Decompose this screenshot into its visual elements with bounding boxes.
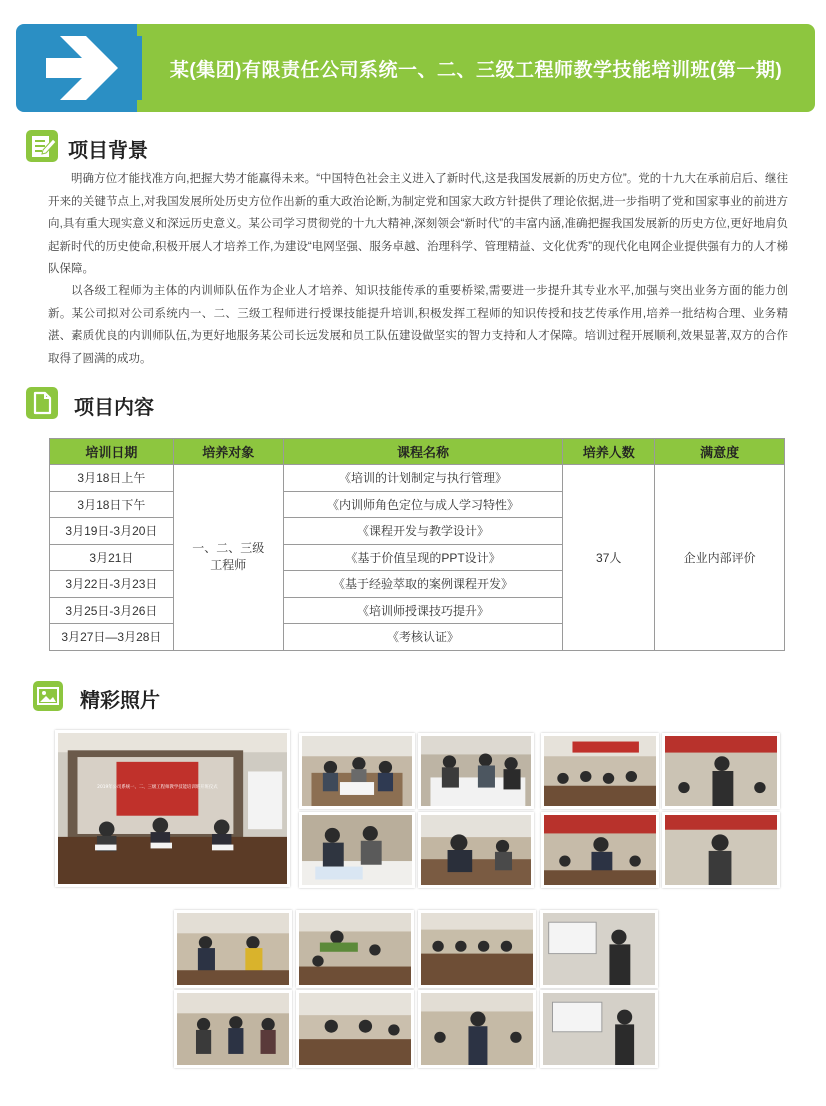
photo-group-exercise [296, 910, 414, 988]
course-cell: 《课程开发与教学设计》 [283, 518, 563, 545]
background-paragraph-1: 明确方位才能找准方向,把握大势才能赢得未来。“中国特色社会主义进入了新时代,这是我国发展新的历史方位”。党的十九大在承前启后、继往开来的关键节点上,对我国发展所处历史方位作出新的重大政治论断,为制定党和国家大政方针提供了理论依据,进一步指明了党和国家事业的前进方向,具有重大现实意义和深远历史意义。某公司学习贯彻党的十九大精神,深刻领会“新时代”的丰富内涵,准确把握我国发展新的历史方位,更好地肩负起新时代的历史使命,积极开展人才培养工作,为建设“电网坚强、服务卓越、治理科学、管理精益、文化优秀”的现代化电网企业提供强有力的人才梯队保障。 [48, 173, 788, 275]
date-cell: 3月18日上午 [50, 465, 174, 492]
photo-classroom-1 [541, 733, 659, 809]
photo-role-play [174, 910, 292, 988]
course-table [49, 438, 785, 651]
photo-table-discussion [418, 812, 534, 888]
section-title-photos: 精彩照片 [80, 688, 160, 712]
photo-group-discussion [299, 733, 415, 809]
course-cell: 《基于价值呈现的PPT设计》 [283, 544, 563, 571]
photo-lecture-hall [418, 910, 536, 988]
header-satisfaction: 满意度 [655, 439, 785, 465]
photo-speaker-2 [662, 812, 780, 888]
ceremony-banner-text: 2019年公司系统一、二、三级工程师教学技能培训班开班仪式 [97, 784, 218, 790]
photo-poster-work [299, 812, 415, 888]
photo-presenter-2 [540, 990, 658, 1068]
header-count: 培养人数 [563, 439, 655, 465]
course-cell: 《基于经验萃取的案例课程开发》 [283, 571, 563, 598]
section-title-background: 项目背景 [68, 138, 148, 162]
photo-classroom-3 [296, 990, 414, 1068]
photo-trainer-walk [418, 990, 536, 1068]
date-cell: 3月21日 [50, 544, 174, 571]
date-cell: 3月25日-3月26日 [50, 597, 174, 624]
photo-writing-session [418, 733, 534, 809]
edit-note-icon [26, 130, 58, 162]
document-icon [26, 387, 58, 419]
right-arrow-icon [46, 36, 142, 100]
date-cell: 3月18日下午 [50, 491, 174, 518]
satisfaction-cell: 企业内部评价 [655, 465, 785, 651]
date-cell: 3月19日-3月20日 [50, 518, 174, 545]
course-cell: 《考核认证》 [283, 624, 563, 651]
date-cell: 3月27日—3月28日 [50, 624, 174, 651]
photo-participants [174, 990, 292, 1068]
photo-classroom-2 [541, 812, 659, 888]
table-row [50, 465, 785, 492]
section-title-content: 项目内容 [74, 395, 154, 419]
table-header-row [50, 439, 785, 465]
course-cell: 《内训师角色定位与成人学习特性》 [283, 491, 563, 518]
header-target: 培养对象 [173, 439, 283, 465]
header-date: 培训日期 [50, 439, 174, 465]
picture-icon [33, 681, 63, 711]
background-paragraph-2: 以各级工程师为主体的内训师队伍作为企业人才培养、知识技能传承的重要桥梁,需要进一步提升其专业水平,加强与突出业务方面的能力创新。某公司拟对公司系统内一、二、三级工程师进行授课技能提升培训,积极发挥工程师的知识传授和技艺传承作用,培养一批结构合理、业务精湛、素质优良的内训师队伍,为更好地服务某公司长远发展和员工队伍建设做坚实的智力支持和人才保障。培训过程开展顺利,效果显著,双方的合作取得了圆满的成功。 [48, 285, 788, 365]
header-course: 课程名称 [283, 439, 563, 465]
date-cell: 3月22日-3月23日 [50, 571, 174, 598]
course-cell: 《培训的计划制定与执行管理》 [283, 465, 563, 492]
page-title: 某(集团)有限责任公司系统一、二、三级工程师教学技能培训班(第一期) [169, 59, 783, 81]
photo-presenter-screen [540, 910, 658, 988]
photo-opening-ceremony [55, 730, 290, 887]
target-cell: 一、二、三级 工程师 [173, 465, 283, 651]
photo-speaker-mic [662, 733, 780, 809]
course-cell: 《培训师授课技巧提升》 [283, 597, 563, 624]
count-cell: 37人 [563, 465, 655, 651]
